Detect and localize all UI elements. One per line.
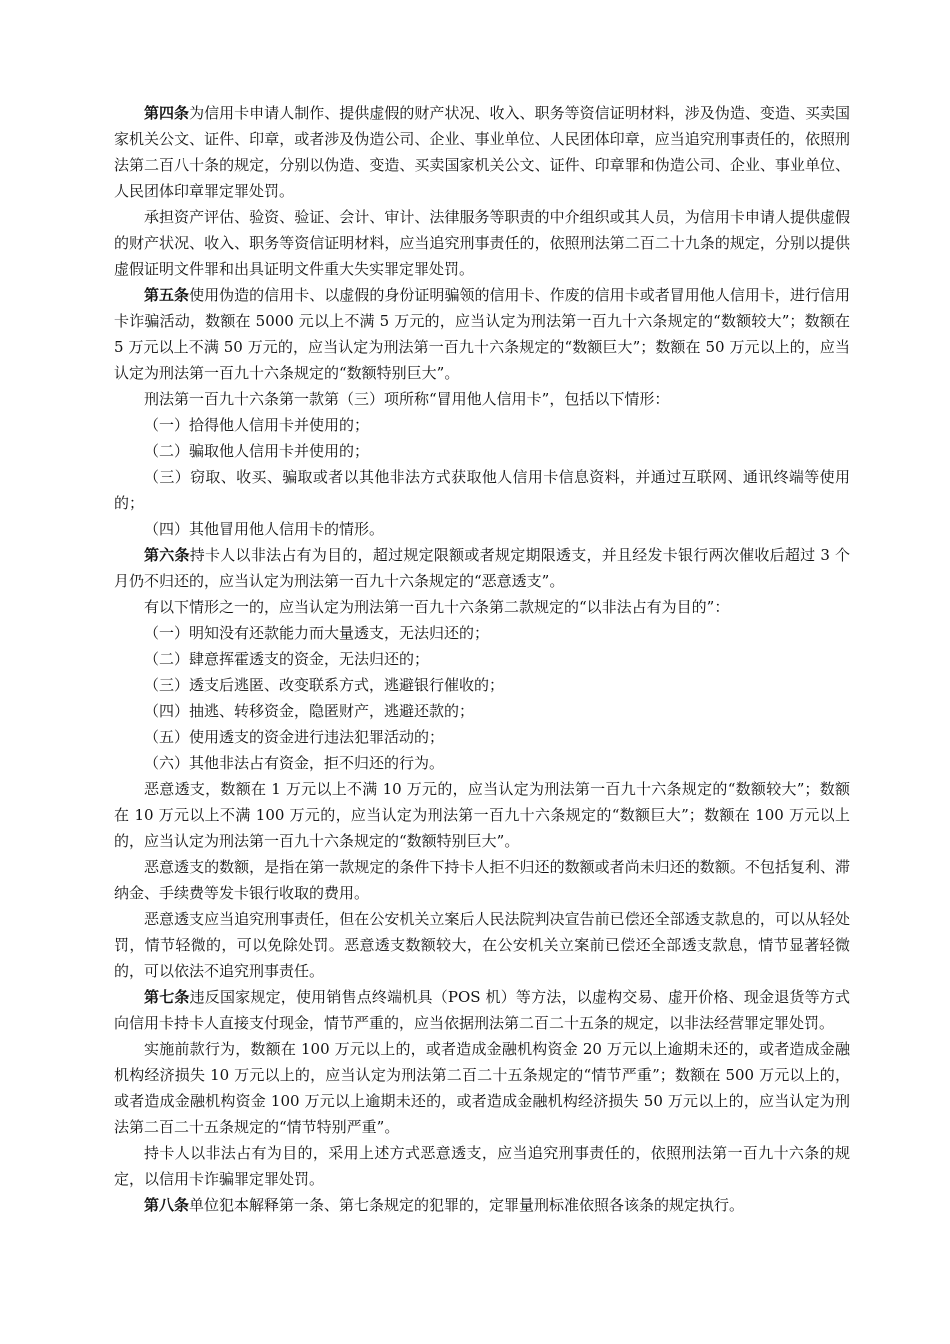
paragraph (114, 282, 850, 386)
paragraph-text: 为信用卡申请人制作、提供虚假的财产状况、收入、职务等资信证明材料，涉及伪造、变造、买卖国家机关公文、证件、印章，或者涉及伪造公司、企业、事业单位、人民团体印章，应当追究刑事责任的，依照刑法第二百八十条的规定，分别以伪造、变造、买卖国家机关公文、证件、印章罪和伪造公司、企业、事业单位、人民团体印章罪定罪处罚。 (114, 104, 850, 200)
list-item-text: （一）拾得他人信用卡并使用的； (144, 416, 370, 434)
article-label: 第四条 (144, 104, 190, 122)
list-item-text: （二）肆意挥霍透支的资金，无法归还的； (144, 650, 430, 668)
list-item-text: （五）使用透支的资金进行违法犯罪活动的； (144, 728, 445, 746)
list-item-text: （二）骗取他人信用卡并使用的； (144, 442, 370, 460)
list-item (114, 672, 850, 698)
document-body (114, 100, 850, 1218)
paragraph (114, 776, 850, 854)
list-item (114, 750, 850, 776)
paragraph (114, 594, 850, 620)
paragraph-text: 恶意透支的数额，是指在第一款规定的条件下持卡人拒不归还的数额或者尚未归还的数额。不包括复利、滞纳金、手续费等发卡银行收取的费用。 (114, 858, 850, 902)
paragraph-text: 违反国家规定，使用销售点终端机具（POS 机）等方法，以虚构交易、虚开价格、现金退货等方式向信用卡持卡人直接支付现金，情节严重的，应当依据刑法第二百二十五条的规定，以非法经营罪定罪处罚。 (114, 988, 850, 1032)
paragraph (114, 906, 850, 984)
paragraph-text: 使用伪造的信用卡、以虚假的身份证明骗领的信用卡、作废的信用卡或者冒用他人信用卡，进行信用卡诈骗活动，数额在 5000 元以上不满 5 万元的，应当认定为刑法第一百九十六条规定的“数额较大”；数额在 5 万元以上不满 50 万元的，应当认定为刑法第一百九十六条规定的“数额巨大”；数额在 50 万元以上的，应当认定为刑法第一百九十六条规定的“数额特别巨大”。 (114, 286, 850, 382)
article-label: 第五条 (144, 286, 190, 304)
list-item (114, 412, 850, 438)
list-item-text: （三）窃取、收买、骗取或者以其他非法方式获取他人信用卡信息资料，并通过互联网、通讯终端等使用的； (114, 468, 850, 512)
list-item (114, 620, 850, 646)
paragraph-text: 实施前款行为，数额在 100 万元以上的，或者造成金融机构资金 20 万元以上逾期未还的，或者造成金融机构经济损失 10 万元以上的，应当认定为刑法第二百二十五条规定的“情节严重”；数额在 500 万元以上的，或者造成金融机构资金 100 万元以上逾期未还的，或者造成金融机构经济损失 50 万元以上的，应当认定为刑法第二百二十五条规定的“情节特别严重”。 (114, 1040, 850, 1136)
list-item-text: （四）抽逃、转移资金，隐匿财产，逃避还款的； (144, 702, 475, 720)
paragraph (114, 386, 850, 412)
paragraph (114, 100, 850, 204)
paragraph-text: 单位犯本解释第一条、第七条规定的犯罪的，定罪量刑标准依照各该条的规定执行。 (189, 1196, 745, 1214)
list-item-text: （六）其他非法占有资金，拒不归还的行为。 (144, 754, 445, 772)
paragraph (114, 854, 850, 906)
paragraph-text: 刑法第一百九十六条第一款第（三）项所称“冒用他人信用卡”，包括以下情形： (144, 390, 670, 408)
list-item (114, 516, 850, 542)
list-item-text: （四）其他冒用他人信用卡的情形。 (144, 520, 385, 538)
paragraph (114, 542, 850, 594)
paragraph-text: 恶意透支应当追究刑事责任，但在公安机关立案后人民法院判决宣告前已偿还全部透支款息的，可以从轻处罚，情节轻微的，可以免除处罚。恶意透支数额较大，在公安机关立案前已偿还全部透支款息，情节显著轻微的，可以依法不追究刑事责任。 (114, 910, 850, 980)
paragraph-text: 有以下情形之一的，应当认定为刑法第一百九十六条第二款规定的“以非法占有为目的”： (144, 598, 730, 616)
article-label: 第八条 (144, 1196, 190, 1214)
article-label: 第七条 (144, 988, 190, 1006)
list-item (114, 464, 850, 516)
list-item-text: （三）透支后逃匿、改变联系方式，逃避银行催收的； (144, 676, 505, 694)
paragraph-text: 持卡人以非法占有为目的，超过规定限额或者规定期限透支，并且经发卡银行两次催收后超过 3 个月仍不归还的，应当认定为刑法第一百九十六条规定的“恶意透支”。 (114, 546, 850, 590)
paragraph-text: 持卡人以非法占有为目的，采用上述方式恶意透支，应当追究刑事责任的，依照刑法第一百九十六条的规定，以信用卡诈骗罪定罪处罚。 (114, 1144, 850, 1188)
paragraph (114, 984, 850, 1036)
paragraph-text: 承担资产评估、验资、验证、会计、审计、法律服务等职责的中介组织或其人员，为信用卡申请人提供虚假的财产状况、收入、职务等资信证明材料，应当追究刑事责任的，依照刑法第二百二十九条的规定，分别以提供虚假证明文件罪和出具证明文件重大失实罪定罪处罚。 (114, 208, 850, 278)
list-item (114, 438, 850, 464)
list-item (114, 724, 850, 750)
list-item (114, 646, 850, 672)
paragraph (114, 1192, 850, 1218)
paragraph (114, 204, 850, 282)
paragraph (114, 1036, 850, 1140)
paragraph-text: 恶意透支，数额在 1 万元以上不满 10 万元的，应当认定为刑法第一百九十六条规定的“数额较大”；数额在 10 万元以上不满 100 万元的，应当认定为刑法第一百九十六条规定的“数额巨大”；数额在 100 万元以上的，应当认定为刑法第一百九十六条规定的“数额特别巨大”。 (114, 780, 850, 850)
article-label: 第六条 (144, 546, 190, 564)
paragraph (114, 1140, 850, 1192)
list-item-text: （一）明知没有还款能力而大量透支，无法归还的； (144, 624, 490, 642)
list-item (114, 698, 850, 724)
